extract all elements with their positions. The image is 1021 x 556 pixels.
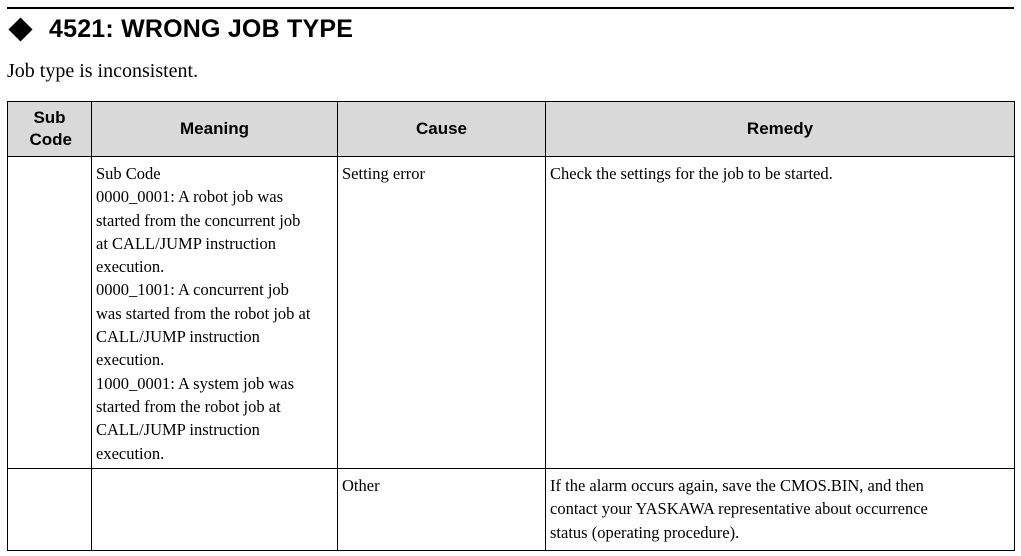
cell-sub-code: [8, 157, 92, 469]
cell-meaning: [92, 469, 338, 551]
remedy-line: status (operating procedure).: [550, 522, 740, 542]
meaning-line: was started from the robot job at: [96, 303, 311, 323]
cell-meaning: [92, 157, 338, 469]
meaning-line: CALL/JUMP instruction: [96, 327, 260, 347]
diamond-bullet-icon: [8, 17, 32, 41]
alarm-table: [7, 101, 1015, 551]
meaning-line: execution.: [96, 443, 165, 463]
meaning-line: Sub Code: [96, 164, 161, 183]
table-header-row: [8, 102, 1015, 157]
meaning-line: started from the robot job at: [96, 396, 281, 416]
remedy-line: contact your YASKAWA representative about occurrence: [550, 499, 928, 519]
meaning-line: CALL/JUMP instruction: [96, 420, 260, 440]
cell-remedy: [546, 157, 1015, 469]
cell-cause: Setting error: [338, 157, 546, 469]
remedy-line: Check the settings for the job to be started.: [550, 164, 833, 183]
meaning-line: 1000_0001: A system job was: [96, 373, 295, 393]
header-meaning: Meaning: [92, 102, 338, 157]
header-sub-code: [8, 102, 92, 157]
top-rule: [7, 7, 1014, 9]
cell-sub-code: [8, 469, 92, 551]
meaning-line: execution.: [96, 350, 165, 370]
header-sub-code-label: Sub Code: [29, 108, 72, 149]
table-row: [8, 469, 1015, 551]
alarm-title: 4521: WRONG JOB TYPE: [49, 14, 354, 43]
cell-remedy: [546, 469, 1015, 551]
meaning-line: 0000_0001: A robot job was: [96, 187, 284, 207]
meaning-line: at CALL/JUMP instruction: [96, 233, 276, 253]
remedy-line: If the alarm occurs again, save the CMOS.BIN, and then: [550, 476, 924, 495]
meaning-line: started from the concurrent job: [96, 210, 301, 230]
title-row: [8, 14, 353, 44]
meaning-line: 0000_1001: A concurrent job: [96, 280, 289, 300]
header-remedy: Remedy: [546, 102, 1015, 157]
header-cause: Cause: [338, 102, 546, 157]
table-row: [8, 157, 1015, 469]
alarm-description: Job type is inconsistent.: [7, 60, 199, 82]
cell-cause: Other: [338, 469, 546, 551]
meaning-line: execution.: [96, 257, 165, 277]
